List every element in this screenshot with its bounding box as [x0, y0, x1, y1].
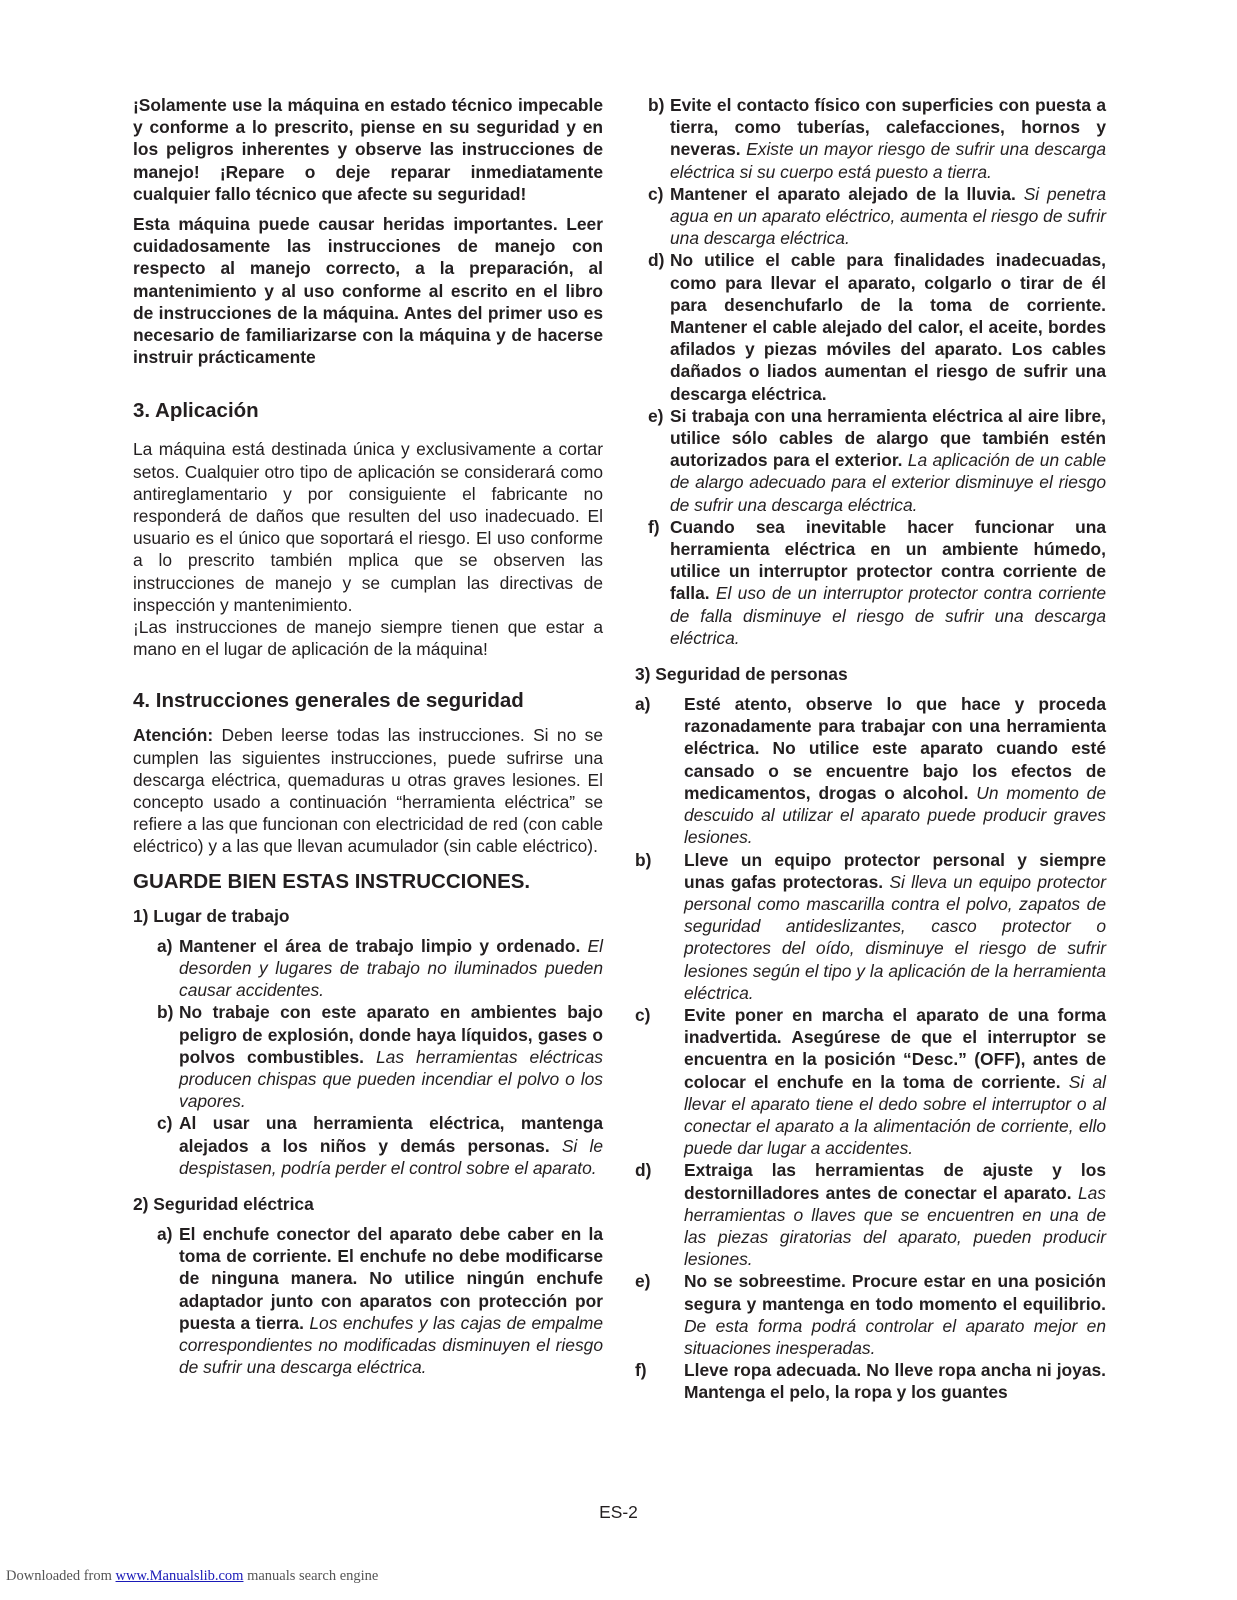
item-text	[670, 249, 1106, 404]
item-label: c)	[157, 1113, 173, 1134]
download-footer	[6, 1568, 378, 1585]
item-bold-text: No trabaje con este aparato en ambientes bajo peligro de explosión, donde haya líquidos, gases o polvos combustibles.	[179, 1002, 603, 1067]
list-item	[635, 249, 1106, 404]
item-italic-text: El desorden y lugares de trabajo no iluminados pueden causar accidentes.	[179, 935, 604, 1001]
list-item	[635, 849, 1106, 1004]
list-item	[133, 1001, 603, 1112]
item-label: e)	[635, 1271, 651, 1292]
item-text	[670, 94, 1106, 183]
section-4-attention	[133, 724, 603, 857]
list-item	[635, 1270, 1106, 1359]
item-label: b)	[635, 849, 652, 870]
item-bold-text: El enchufe conector del aparato debe caber en la toma de corriente. El enchufe no debe modificarse de ninguna manera. No utilice ningún enchufe adaptador junto con aparatos con protección por puesta a tierra.	[179, 1223, 603, 1333]
item-italic-text: Un momento de descuido al utilizar el aparato puede producir graves lesiones.	[684, 782, 1106, 848]
item-italic-text: El uso de un interruptor protector contra corriente de falla disminuye el riesgo de sufrir una descarga eléctrica.	[670, 583, 1106, 648]
item-text	[684, 1270, 1106, 1359]
item-label: f)	[635, 1360, 647, 1381]
item-text	[179, 1001, 603, 1112]
list-item	[133, 935, 603, 1002]
section-4-title: 4. Instrucciones generales de seguridad	[133, 689, 524, 713]
item-italic-text: Los enchufes y las cajas de empalme correspondientes no modificadas disminuyen el riesgo de sufrir una descarga eléctrica.	[179, 1312, 603, 1378]
item-bold-text: Al usar una herramienta eléctrica, mantenga alejados a los niños y demás personas.	[179, 1113, 603, 1156]
item-bold-text: Mantener el aparato alejado de la lluvia.	[670, 183, 1016, 204]
item-text	[684, 693, 1106, 848]
right-column	[635, 94, 1106, 1404]
item-bold-text: No se sobreestime. Procure estar en una posición segura y mantenga en todo momento el equilibrio.	[684, 1271, 1106, 1314]
subsection-3-title: 3) Seguridad de personas	[635, 664, 848, 685]
item-label: a)	[157, 935, 173, 956]
list-item	[133, 1112, 603, 1179]
section-3-paragraph-2: ¡Las instrucciones de manejo siempre tienen que estar a mano en el lugar de aplicación de la máquina!	[133, 617, 603, 660]
list-item	[635, 405, 1106, 516]
download-prefix: Downloaded from	[6, 1568, 116, 1584]
item-label: b)	[648, 95, 665, 115]
intro-warning-2: Esta máquina puede causar heridas importantes. Leer cuidadosamente las instrucciones de manejo con respecto al manejo correcto, a la preparación, al mantenimiento y al uso conforme al escrito en el libro de instrucciones de la máquina. Antes del primer uso es necesario de familiarizarse con la máquina y de hacerse instruir prácticamente	[133, 214, 603, 368]
section-3-paragraph-1: La máquina está destinada única y exclusivamente a cortar setos. Cualquier otro tipo de aplicación se considerará como antireglamentario y por consiguiente el fabricante no responderá de daños que resulten del uso inadecuado. El usuario es el único que soportará el riesgo. El uso conforme a lo prescrito también mplica que se observen las instrucciones de manejo y se cumplan las directivas de inspección y mantenimiento.	[133, 439, 603, 615]
list-item	[635, 1159, 1106, 1270]
list-item	[635, 94, 1106, 183]
subsection-1-title: 1) Lugar de trabajo	[133, 905, 290, 926]
list-item	[635, 183, 1106, 250]
item-bold-text: Evite poner en marcha el aparato de una forma inadvertida. Asegúrese de que el interruptor se encuentra en la posición “Desc.” (OFF), antes de colocar el enchufe en la toma de corriente.	[684, 1004, 1106, 1092]
subsection-1-list	[133, 935, 603, 1179]
item-italic-text: Si penetra agua en un aparato eléctrico, aumenta el riesgo de sufrir una descarga eléctrica.	[670, 183, 1106, 249]
item-text	[684, 849, 1106, 1004]
item-italic-text: Existe un mayor riesgo de sufrir una descarga eléctrica si su cuerpo está puesto a tierra.	[670, 139, 1106, 182]
item-label: b)	[157, 1002, 174, 1023]
item-italic-text: Si al llevar el aparato tiene el dedo sobre el interruptor o al conectar el aparato a la alimentación de corriente, ello puede dar lugar a accidentes.	[684, 1071, 1106, 1159]
item-bold-text: Esté atento, observe lo que hace y proceda razonadamente para trabajar con una herramienta eléctrica. No utilice este aparato cuando esté cansado o se encuentre bajo los efectos de medicamentos, drogas o alcohol.	[684, 694, 1106, 803]
attention-text: Deben leerse todas las instrucciones. Si no se cumplen las siguientes instrucciones, puede sufrirse una descarga eléctrica, quemaduras u otras graves lesiones. El concepto usado a continuación “herramienta eléctrica” se refiere a las que funcionan con electricidad de red (con cable eléctrico) y a las que llevan acumulador (sin cable eléctrico).	[133, 725, 603, 857]
item-italic-text: Si lleva un equipo protector personal como mascarilla contra el polvo, zapatos de seguridad antideslizantes, casco protector o protectores del oído, disminuye el riesgo de sufrir lesiones según el tipo y la aplicación de la herramienta eléctrica.	[684, 871, 1106, 1003]
item-label: c)	[635, 1004, 651, 1025]
keep-instructions-heading: GUARDE BIEN ESTAS INSTRUCCIONES.	[133, 869, 531, 893]
item-bold-text: Lleve ropa adecuada. No lleve ropa ancha ni joyas. Mantenga el pelo, la ropa y los guantes	[684, 1360, 1106, 1403]
item-bold-text: Lleve un equipo protector personal y siempre unas gafas protectoras.	[684, 849, 1106, 892]
item-italic-text: La aplicación de un cable de alargo adecuado para el exterior disminuye el riesgo de sufrir una descarga eléctrica.	[670, 450, 1107, 515]
left-column	[133, 94, 603, 1378]
item-bold-text: No utilice el cable para finalidades inadecuadas, como para llevar el aparato, colgarlo o tirar de él para desenchufarlo de la toma de corriente. Mantener el cable alejado del calor, el aceite, bordes afilados y piezas móviles del aparato. Los cables dañados o liados aumentan el riesgo de sufrir una descarga eléctrica.	[670, 250, 1106, 404]
item-bold-text: Mantener el área de trabajo limpio y ordenado.	[179, 935, 581, 956]
item-text	[670, 183, 1106, 250]
subsection-2-list-left	[133, 1223, 603, 1378]
item-label: f)	[648, 516, 660, 537]
item-bold-text: Cuando sea inevitable hacer funcionar una herramienta eléctrica en un ambiente húmedo, utilice un interruptor protector contra corriente de falla.	[670, 516, 1106, 604]
item-text	[684, 1359, 1106, 1403]
item-italic-text: Las herramientas eléctricas producen chispas que pueden incendiar el polvo o los vapores.	[179, 1046, 603, 1112]
item-italic-text: Si le despistasen, podría perder el control sobre el aparato.	[179, 1135, 603, 1178]
item-italic-text: Las herramientas o llaves que se encuentren en una de las piezas giratorias del aparato, pueden producir lesiones.	[684, 1182, 1106, 1270]
item-text	[179, 1112, 603, 1179]
item-bold-text: Si trabaja con una herramienta eléctrica al aire libre, utilice sólo cables de alargo que también estén autorizados para el exterior.	[670, 405, 1106, 471]
item-label: c)	[648, 183, 664, 204]
item-bold-text: Extraiga las herramientas de ajuste y los destornilladores antes de conectar el aparato.	[684, 1160, 1106, 1203]
item-text	[179, 935, 603, 1002]
item-label: e)	[648, 405, 664, 426]
download-suffix: manuals search engine	[243, 1568, 379, 1584]
section-3-title: 3. Aplicación	[133, 399, 259, 423]
list-item	[635, 516, 1106, 649]
item-text	[670, 516, 1106, 649]
item-text	[684, 1004, 1106, 1159]
item-label: a)	[635, 694, 651, 715]
item-bold-text: Evite el contacto físico con superficies con puesta a tierra, como tuberías, calefacciones, hornos y neveras.	[670, 95, 1106, 160]
list-item	[635, 693, 1106, 848]
subsection-2-title: 2) Seguridad eléctrica	[133, 1193, 314, 1214]
item-text	[179, 1223, 603, 1378]
list-item	[635, 1359, 1106, 1403]
manualslib-link[interactable]: www.Manualslib.com	[115, 1568, 244, 1584]
item-italic-text: De esta forma podrá controlar el aparato mejor en situaciones inesperadas.	[684, 1315, 1106, 1358]
subsection-2-list-right	[635, 94, 1106, 649]
list-item	[635, 1004, 1106, 1159]
item-text	[670, 405, 1106, 516]
page-number: ES-2	[599, 1502, 638, 1522]
attention-label: Atención:	[133, 725, 214, 746]
item-label: d)	[648, 250, 665, 271]
item-text	[684, 1159, 1106, 1270]
list-item	[133, 1223, 603, 1378]
item-label: d)	[635, 1160, 652, 1181]
item-label: a)	[157, 1223, 173, 1244]
subsection-3-list	[635, 693, 1106, 1404]
intro-warning-1: ¡Solamente use la máquina en estado técnico impecable y conforme a lo prescrito, piense en su seguridad y en los peligros inherentes y observe las instrucciones de manejo! ¡Repare o deje reparar inmediatamente cualquier fallo técnico que afecte su seguridad!	[133, 95, 603, 204]
